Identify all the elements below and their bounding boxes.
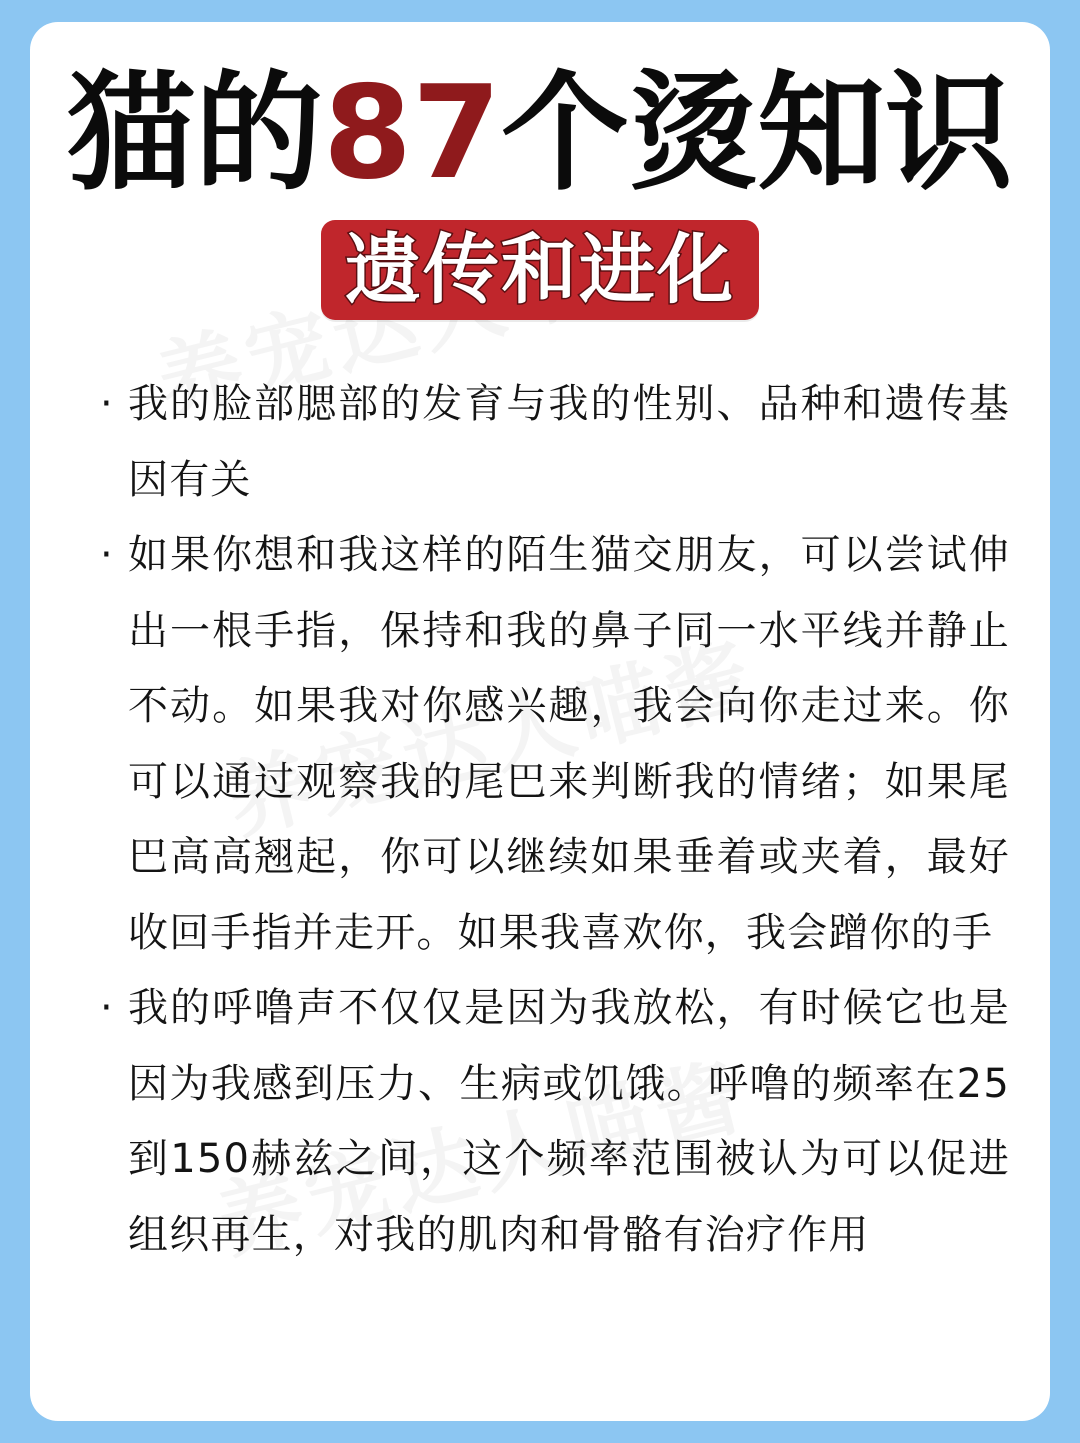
subtitle-badge: 遗传和进化 [321, 220, 759, 320]
fact-text: 我的呼噜声不仅仅是因为我放松，有时候它也是因为我感到压力、生病或饥饿。呼噜的频率在25到150赫兹之间，这个频率范围被认为可以促进组织再生，对我的肌肉和骨骼有治疗作用 [128, 985, 1010, 1258]
fact-item [100, 518, 1010, 971]
fact-text: 如果你想和我这样的陌生猫交朋友，可以尝试伸出一根手指，保持和我的鼻子同一水平线并静止不动。如果我对你感兴趣，我会向你走过来。你可以通过观察我的尾巴来判断我的情绪；如果尾巴高高翘起，你可以继续如果垂着或夹着，最好收回手指并走开。如果我喜欢你，我会蹭你的手 [128, 532, 1010, 956]
bullet-dot: · [100, 532, 114, 578]
bullet-dot: · [100, 985, 114, 1031]
title-number: 87 [322, 59, 502, 208]
fact-item [100, 367, 1010, 518]
subtitle-container [30, 220, 1050, 320]
content-card [30, 22, 1050, 1421]
fact-item [100, 971, 1010, 1273]
title-prefix: 猫的 [66, 59, 323, 208]
fact-list [100, 367, 1010, 1273]
title-suffix: 个烫知识 [501, 59, 1014, 208]
bullet-dot: · [100, 381, 114, 427]
fact-text: 我的脸部腮部的发育与我的性别、品种和遗传基因有关 [128, 381, 1010, 503]
page-title [30, 59, 1050, 208]
